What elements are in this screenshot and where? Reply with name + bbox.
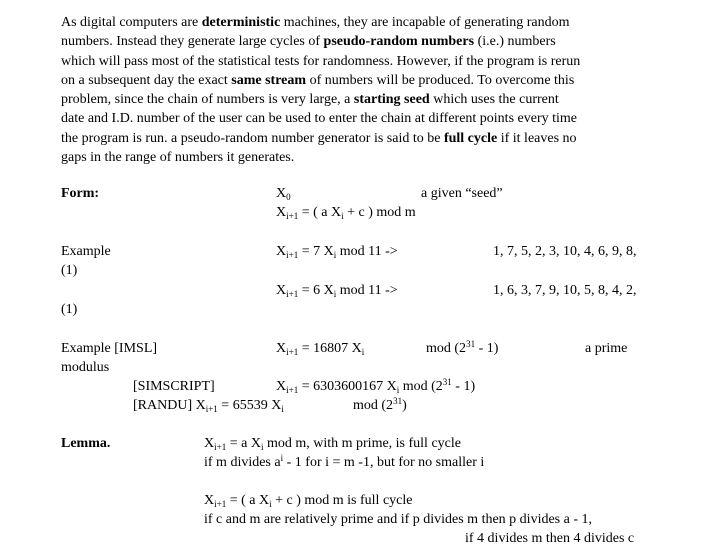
intro-paragraph [61, 13, 661, 167]
intro-line-6: date and I.D. number of the user can be used to enter the chain at different points every time [61, 111, 577, 127]
intro-line-7: the program is run. a pseudo-random number generator is said to be full cycle if it leaves no [61, 130, 577, 146]
term-starting-seed: starting seed [353, 92, 430, 108]
imsl-modulus-label: modulus [61, 360, 110, 375]
term-pseudo-random: pseudo-random numbers [323, 34, 475, 50]
example1-number: (1) [61, 263, 78, 278]
intro-line-5: problem, since the chain of numbers is very large, a starting seed which uses the current [61, 92, 559, 108]
lemma-b-equation: $X_{i+1}$ = ( a $X_i + c$ ) mod m is full cycle [204, 493, 413, 509]
imsl-label: Example [IMSL] [61, 341, 158, 356]
imsl-equation: $X_{i+1} = 16807$ $X_i$ [276, 341, 365, 357]
intro-line-3: which will pass most of the statistical tests for randomness. However, if the program is rerun [61, 53, 581, 69]
example1-number-2: (1) [61, 302, 78, 317]
example1-sequence-2: 1, 6, 3, 7, 9, 10, 5, 8, 4, 2, [493, 283, 637, 298]
term-full-cycle: full cycle [443, 130, 498, 146]
randu-equation: [RANDU] $X_{i+1} = 65539$ $X_i$ [133, 398, 284, 414]
simscript-equation: $X_{i+1} = 6303600167$ $X_i$ mod $(2^{31} - 1)$ [276, 377, 476, 395]
term-deterministic: deterministic [201, 15, 281, 30]
lemma-a-equation: $X_{i+1} = a$ $X_i$ mod m, with m prime, is full cycle [204, 436, 461, 452]
example1-label: Example [61, 244, 111, 259]
simscript-label: [SIMSCRIPT] [133, 379, 215, 394]
term-same-stream: same stream [231, 72, 307, 88]
example1-sequence-1: 1, 7, 5, 2, 3, 10, 4, 6, 9, 8, [493, 244, 637, 259]
intro-line-2: numbers. Instead they generate large cycles of pseudo-random numbers (i.e.) numbers [61, 34, 556, 50]
form-label: Form: [61, 186, 100, 201]
example1-equation-1: $X_{i+1} = 7$ $X_i$ mod 11 -> [276, 244, 398, 260]
intro-line-1: As digital computers are deterministic machines, they are incapable of generating random [61, 15, 570, 30]
imsl-modulus: mod $(2^{31} - 1)$ [426, 339, 499, 356]
form-x0: $X_0$ [276, 186, 291, 202]
intro-line-8: gaps in the range of numbers it generates. [61, 150, 295, 166]
lemma-b-condition-1: if c and m are relatively prime and if p divides m then p divides a - 1, [204, 512, 592, 527]
randu-modulus: mod $(2^{31})$ [353, 396, 407, 413]
imsl-prime-note: a prime [585, 341, 628, 356]
lemma-a-condition: if m divides $a^i - 1$ for i = m -1, but for no smaller i [204, 453, 485, 470]
form-seed-note: a given “seed” [421, 186, 503, 201]
lemma-b-condition-2: if 4 divides m then 4 divides c [465, 531, 635, 546]
intro-line-4: on a subsequent day the exact same stream of numbers will be produced. To overcome this [61, 72, 575, 88]
lemma-label: Lemma. [61, 436, 111, 451]
form-recurrence: $X_{i+1}$ = ( a $X_i + c$ ) mod m [276, 205, 416, 221]
example1-equation-2: $X_{i+1} = 6$ $X_i$ mod 11 -> [276, 283, 398, 299]
